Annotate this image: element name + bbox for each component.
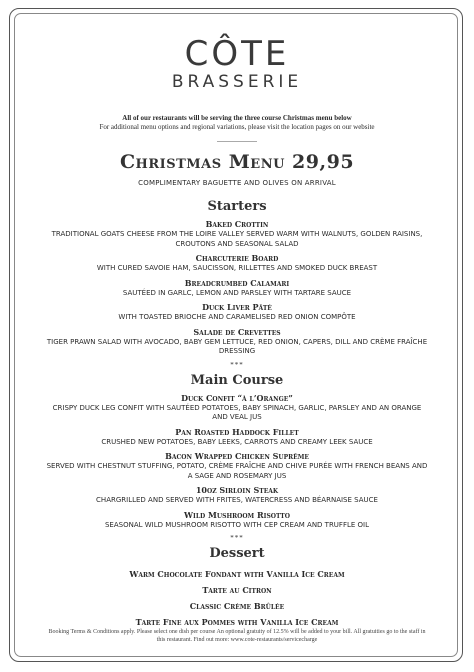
item-description: CRUSHED NEW POTATOES, BABY LEEKS, CARROTS AND CREAMY LEEK SAUCE: [101, 437, 373, 446]
item-description: CHARGRILLED AND SERVED WITH FRITES, WATERCRESS AND BÉARNAISE SAUCE: [96, 496, 378, 504]
menu-item: [22, 393, 452, 423]
dessert-item: Classic Crème Brûlée: [189, 601, 285, 611]
item-name: 10oz Sirloin Steak: [195, 485, 279, 495]
section-title-dessert: Dessert: [209, 546, 265, 561]
menu-content: [22, 22, 452, 633]
item-name: Pan Roasted Haddock Fillet: [175, 426, 299, 437]
dessert-item: Warm Chocolate Fondant with Vanilla Ice Cream: [129, 569, 345, 579]
divider: [217, 141, 257, 142]
brand-subtitle: BRASSERIE: [171, 72, 303, 92]
brand-logo: CÔTE: [184, 34, 290, 74]
item-description: CRISPY DUCK LEG CONFIT WITH SAUTÉED POTATOES, BABY SPINACH, GARLIC, PARSLEY AND AN ORANGE AND VEAL JUS: [52, 403, 422, 421]
dessert-item: Tarte au Citron: [202, 585, 272, 595]
menu-title: Christmas Menu 29,95: [119, 151, 355, 173]
item-name: Bacon Wrapped Chicken Suprême: [165, 451, 309, 461]
item-name: Breadcrumbed Calamari: [184, 277, 290, 288]
item-name: Salade de Crevettes: [193, 326, 281, 337]
section-separator: ***: [230, 534, 244, 542]
item-name: Duck Confit “à l’Orange”: [181, 392, 293, 403]
menu-item: [22, 302, 452, 323]
item-name: Baked Crottin: [205, 219, 269, 229]
item-description: WITH CURED SAVOIE HAM, SAUCISSON, RILLETTES AND SMOKED DUCK BREAST: [96, 264, 378, 272]
dessert-list: [22, 569, 452, 628]
footer-terms: Booking Terms & Conditions apply. Please select one dish per course An optional gratuity of 12.5% will be added to your bill. All gratuities go to the staff in this restaurant. Find out more: www.cote-restaurants/servicecharge: [48, 629, 426, 643]
starters-list: [22, 219, 452, 357]
section-title-starters: Starters: [207, 199, 267, 214]
menu-item: [22, 485, 452, 506]
menu-item: [22, 427, 452, 448]
section-title-main: Main Course: [190, 372, 284, 388]
menu-item: [22, 253, 452, 274]
item-name: Charcuterie Board: [195, 253, 279, 263]
item-description: SERVED WITH CHESTNUT STUFFING, POTATO, CRÈME FRAÎCHE AND CHIVE PURÉE WITH FRENCH BEANS AND A SAGE AND ROSEMARY JUS: [46, 462, 428, 480]
item-description: SAUTÉED IN GARLC, LEMON AND PARSLEY WITH TARTARE SAUCE: [122, 288, 352, 297]
section-separator: ***: [230, 360, 244, 369]
menu-subtitle: COMPLIMENTARY BAGUETTE AND OLIVES ON ARRIVAL: [138, 179, 336, 187]
item-description: WITH TOASTED BRIOCHE AND CARAMELISED RED ONION COMPÔTE: [118, 313, 356, 321]
menu-item: [22, 451, 452, 481]
intro-line-1: All of our restaurants will be serving the three course Christmas menu below: [122, 114, 352, 122]
intro-text: [22, 114, 452, 132]
main-course-list: [22, 393, 452, 531]
item-name: Duck Liver Pâté: [202, 302, 272, 312]
menu-item: [22, 219, 452, 249]
menu-item: [22, 327, 452, 357]
item-description: TRADITIONAL GOATS CHEESE FROM THE LOIRE VALLEY SERVED WARM WITH WALNUTS, GOLDEN RAISINS, CROUTONS AND SEASONAL SALAD: [51, 230, 423, 248]
menu-item: [22, 278, 452, 299]
item-description: SEASONAL WILD MUSHROOM RISOTTO WITH CEP CREAM AND TRUFFLE OIL: [104, 520, 370, 529]
dessert-item: Tarte Fine aux Pommes with Vanilla Ice Cream: [135, 617, 339, 627]
item-description: TIGER PRAWN SALAD WITH AVOCADO, BABY GEM LETTUCE, RED ONION, CAPERS, DILL AND CRÈME FRAÎCHE DRESSING: [46, 337, 428, 355]
item-name: Wild Mushroom Risotto: [184, 509, 290, 520]
intro-line-2: For additional menu options and regional variations, please visit the location pages on our website: [99, 123, 375, 131]
menu-item: [22, 510, 452, 531]
